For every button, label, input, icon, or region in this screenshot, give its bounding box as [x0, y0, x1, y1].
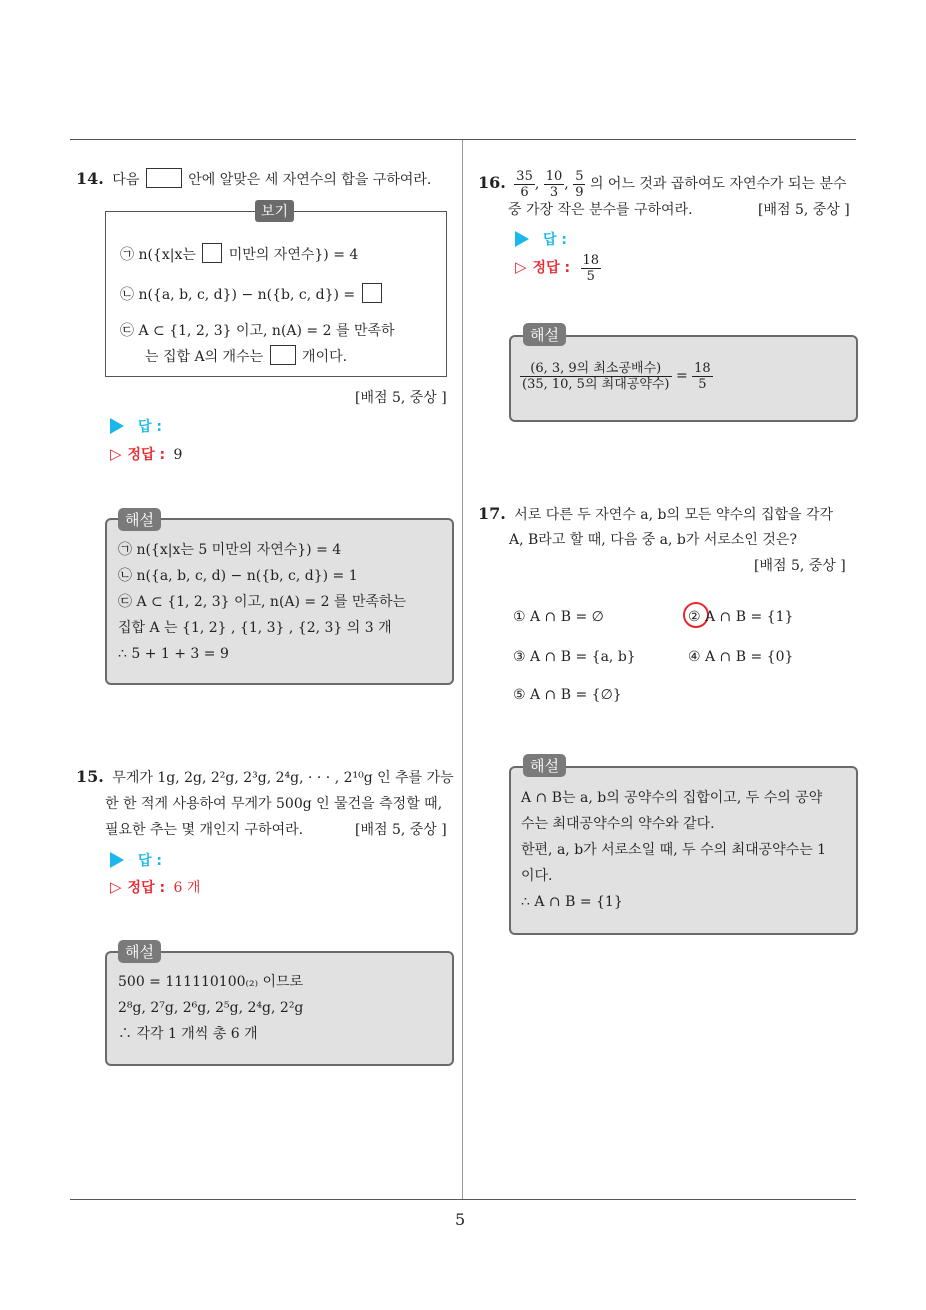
q16-number: 16. [478, 173, 506, 192]
q15-text1: 무게가 1g, 2g, 2²g, 2³g, 2⁴g, · · · , 2¹⁰g 인 추를 가능 [112, 770, 454, 786]
q17-line2: A, B라고 할 때, 다음 중 a, b가 서로소인 것은? [509, 532, 797, 548]
q17-number: 17. [478, 504, 506, 523]
q17-choice-5[interactable]: ⑤ A ∩ B = {∅} [513, 687, 622, 703]
play-outline-icon: ▷ [515, 258, 527, 276]
q16-line1: 16. $\frac{35}{6}$ , $\frac{10}{3}$ , $\frac{5}{9}$ 의 어느 것과 곱하여도 자연수가 되는 분수 [478, 168, 847, 200]
q17-choice-1[interactable]: ① A ∩ B = ∅ [513, 609, 604, 625]
q16-frac3 [573, 169, 585, 200]
q14-item2-blank [362, 283, 382, 303]
q15-correct [110, 877, 200, 897]
q16-correct [515, 249, 601, 286]
q15-correct-label: 정답 : [127, 880, 166, 896]
q16-frac1-num: 35 [516, 168, 533, 184]
q17-choice-3[interactable]: ③ A ∩ B = {a, b} [513, 649, 636, 665]
q17-sol-line3: 한편, a, b가 서로소일 때, 두 수의 최대공약수는 1 [521, 842, 827, 858]
play-outline-icon: ▷ [110, 878, 122, 896]
q15-number: 15. [76, 767, 104, 786]
q14-solution-tag: 해설 [118, 508, 161, 531]
q14-item2 [120, 283, 384, 305]
q16-answer [515, 229, 567, 249]
q14-answer [110, 416, 162, 436]
q15-answer [110, 850, 162, 870]
q14-score: [배점 5, 중상 ] [355, 390, 447, 406]
q14-item3-cont [145, 345, 347, 367]
q17-sol-line4: 이다. [521, 868, 553, 884]
q16-frac2-den: 3 [549, 184, 559, 200]
q16-correct-label: 정답 : [532, 260, 571, 276]
q14-text-a: 다음 [112, 172, 140, 188]
q14-item3-blank [270, 345, 296, 365]
q15-line1 [76, 767, 454, 788]
q16-solution-tag: 해설 [523, 323, 566, 346]
q14-item1-text-b: 미만의 자연수}) = 4 [228, 247, 359, 263]
q16-sol-frac [520, 361, 672, 392]
q14-correct-value: 9 [173, 447, 183, 463]
q15-line2: 한 한 적게 사용하여 무게가 500g 인 물건을 측정할 때, [105, 796, 443, 812]
column-divider [462, 140, 463, 1200]
q15-correct-value: 6 개 [173, 880, 201, 896]
q17-sol-line1: A ∩ B는 a, b의 공약수의 집합이고, 두 수의 공약 [521, 790, 823, 806]
q14-item3: ㉢ A ⊂ {1, 2, 3} 이고, n(A) = 2 를 만족하 [120, 323, 395, 339]
q16-sol-eq: = [675, 368, 688, 384]
q14-correct-label: 정답 : [127, 447, 166, 463]
q14-item3-text-c: 개이다. [302, 349, 348, 365]
q16-frac2 [544, 169, 565, 200]
q14-number: 14. [76, 169, 104, 188]
q15-sol-line1: 500 = 111110100₍₂₎ 이므로 [118, 974, 304, 990]
q14-text-b: 안에 알맞은 세 자연수의 합을 구하여라. [188, 172, 432, 188]
q16-sol-result-den: 5 [698, 376, 707, 392]
q14-sol-line1: ㉠ n({x|x는 5 미만의 자연수}) = 4 [118, 542, 342, 558]
q14-answer-label: 답 : [138, 419, 162, 435]
q16-frac1-den: 6 [520, 184, 529, 200]
q16-answer-label: 답 : [543, 232, 567, 248]
q14-item1-text: ㉠ n({x|x는 [120, 247, 196, 263]
q16-frac3-den: 9 [575, 184, 584, 200]
q16-frac1 [514, 169, 535, 200]
q16-line2: 중 가장 작은 분수를 구하여라. [508, 202, 693, 218]
q15-score: [배점 5, 중상 ] [355, 822, 447, 838]
q17-choice-2[interactable]: ② A ∩ B = {1} [688, 609, 794, 625]
q17-score: [배점 5, 중상 ] [754, 558, 846, 574]
q14-sol-line2: ㉡ n({a, b, c, d) − n({b, c, d}) = 1 [118, 568, 358, 584]
q16-score: [배점 5, 중상 ] [758, 202, 850, 218]
page-number: 5 [455, 1210, 466, 1229]
q14-example-tag: 보기 [255, 200, 294, 222]
q14-item1 [120, 243, 358, 265]
q15-line3: 필요한 추는 몇 개인지 구하여라. [105, 822, 304, 838]
q16-correct-frac [581, 253, 602, 284]
q16-sol-formula [520, 356, 713, 396]
q17-sol-line2: 수는 최대공약수의 약수와 같다. [521, 816, 715, 832]
top-rule [70, 139, 856, 140]
q14-item1-blank [202, 243, 222, 263]
q16-sol-num: (6, 3, 9의 최소공배수) [520, 361, 672, 377]
q16-frac2-num: 10 [545, 168, 563, 184]
q14-sol-line5: ∴ 5 + 1 + 3 = 9 [118, 646, 229, 662]
q17-choice-4[interactable]: ④ A ∩ B = {0} [688, 649, 794, 665]
q15-sol-line3: ∴ 각각 1 개씩 총 6 개 [118, 1026, 258, 1042]
play-icon [110, 418, 124, 434]
q14-stem [76, 168, 431, 190]
q16-correct-den: 5 [586, 268, 595, 284]
q16-sol-result [692, 361, 713, 392]
q14-correct [110, 444, 182, 464]
q15-sol-line2: 2⁸g, 2⁷g, 2⁶g, 2⁵g, 2⁴g, 2²g [118, 1000, 304, 1016]
play-icon [515, 231, 529, 247]
play-icon [110, 852, 124, 868]
q15-solution-tag: 해설 [118, 940, 161, 963]
q14-item3-text-b: 는 집합 A의 개수는 [145, 349, 264, 365]
q14-sol-line3: ㉢ A ⊂ {1, 2, 3} 이고, n(A) = 2 를 만족하는 [118, 594, 407, 610]
q17-text1: 서로 다른 두 자연수 a, b의 모든 약수의 집합을 각각 [514, 507, 834, 523]
q17-solution-tag: 해설 [523, 754, 566, 777]
q14-sol-line4: 집합 A 는 {1, 2} , {1, 3} , {2, 3} 의 3 개 [118, 620, 392, 636]
bottom-rule [70, 1199, 856, 1200]
q16-sol-result-num: 18 [694, 360, 711, 376]
q17-line1 [478, 504, 833, 525]
q14-item2-text: ㉡ n({a, b, c, d}) − n({b, c, d}) = [120, 287, 356, 303]
q14-blank [146, 168, 182, 188]
q15-answer-label: 답 : [138, 853, 162, 869]
q16-text1: 의 어느 것과 곱하여도 자연수가 되는 분수 [589, 176, 847, 192]
q17-sol-line5: ∴ A ∩ B = {1} [521, 894, 623, 910]
q16-frac3-num: 5 [575, 168, 584, 184]
q16-correct-num: 18 [582, 252, 600, 268]
play-outline-icon: ▷ [110, 445, 122, 463]
q16-sol-den: (35, 10, 5의 최대공약수) [522, 376, 670, 392]
